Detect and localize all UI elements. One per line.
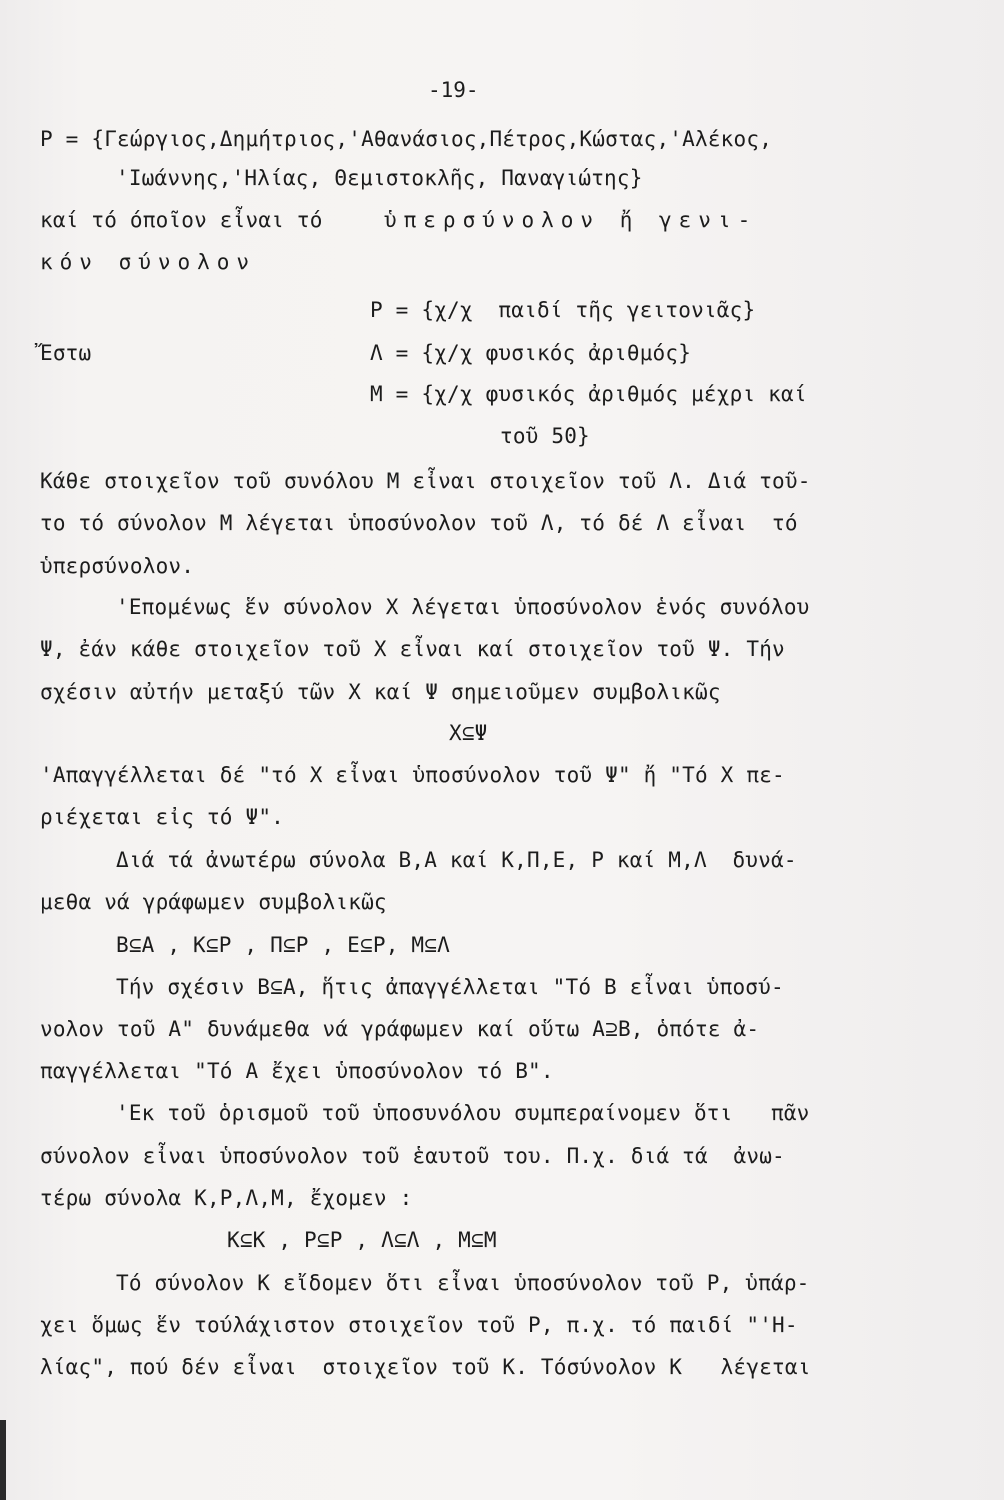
text-line: 'Ιωάννης,'Ηλίας, Θεμιστοκλῆς, Παναγιώτης} bbox=[116, 166, 643, 190]
set-definition-line: Μ = {χ/χ φυσικός ἀριθμός μέχρι καί bbox=[370, 382, 807, 406]
text-line: Κάθε στοιχεῖον τοῦ συνόλου Μ εἶναι στοιχεῖον τοῦ Λ. Διά τοῦ- bbox=[40, 469, 811, 493]
text-line: τέρω σύνολα Κ,Ρ,Λ,Μ, ἔχομεν : bbox=[40, 1186, 413, 1210]
text-line: Ψ, ἐάν κάθε στοιχεῖον τοῦ Χ εἶναι καί στοιχεῖον τοῦ Ψ. Τήν bbox=[40, 637, 785, 661]
text-line: ὑπερσύνολον ἤ γενι- bbox=[384, 208, 758, 232]
text-line: παγγέλλεται "Τό Α ἔχει ὑποσύνολον τό Β". bbox=[40, 1059, 554, 1083]
text-line: σύνολον εἶναι ὑποσύνολον τοῦ ἑαυτοῦ του. Π.χ. διά τά ἀνω- bbox=[40, 1144, 785, 1168]
text-line: σχέσιν αὐτήν μεταξύ τῶν Χ καί Ψ σημειοῦμεν συμβολικῶς bbox=[40, 680, 721, 704]
text-line: χει ὅμως ἕν τούλάχιστον στοιχεῖον τοῦ Ρ, π.χ. τό παιδί "'Η- bbox=[40, 1313, 798, 1337]
text-line: κόν σύνολον bbox=[40, 250, 257, 274]
set-definition-line: Λ = {χ/χ φυσικός ἀριθμός} bbox=[370, 341, 692, 365]
text-line: το τό σύνολον Μ λέγεται ὑποσύνολον τοῦ Λ, τό δέ Λ εἶναι τό bbox=[40, 511, 798, 535]
text-line: 'Εκ τοῦ ὁρισμοῦ τοῦ ὑποσυνόλου συμπεραίνομεν ὅτι πᾶν bbox=[116, 1101, 810, 1125]
text-line: Τήν σχέσιν Β⊆Α, ἥτις ἀπαγγέλλεται "Τό Β εἶναι ὑποσύ- bbox=[116, 975, 784, 999]
text-line: Διά τά ἀνωτέρω σύνολα Β,Α καί Κ,Π,Ε, Ρ καί Μ,Λ δυνά- bbox=[116, 848, 797, 872]
page-number: -19- bbox=[428, 78, 479, 102]
text-line: P = {Γεώργιος,Δημήτριος,'Αθανάσιος,Πέτρος,Κώστας,'Αλέκος, bbox=[40, 127, 773, 151]
text-line: λίας", πού δέν εἶναι στοιχεῖον τοῦ Κ. Τόσύνολον Κ λέγεται bbox=[40, 1355, 811, 1379]
text-line: μεθα νά γράφωμεν συμβολικῶς bbox=[40, 890, 387, 914]
formula-line: Β⊆Α , Κ⊆Ρ , Π⊆Ρ , Ε⊆Ρ, Μ⊆Λ bbox=[116, 933, 450, 957]
set-definition-line: P = {χ/χ παιδί τῆς γειτονιᾶς} bbox=[370, 298, 756, 322]
binding-shadow bbox=[0, 1420, 6, 1500]
formula-line: Κ⊆Κ , Ρ⊆Ρ , Λ⊆Λ , Μ⊆Μ bbox=[227, 1228, 497, 1252]
text-line: ὑπερσύνολον. bbox=[40, 554, 195, 578]
formula-line: Χ⊆Ψ bbox=[449, 721, 488, 745]
set-definition-line: τοῦ 50} bbox=[500, 424, 590, 448]
text-line: 'Απαγγέλλεται δέ "τό Χ εἶναι ὑποσύνολον τοῦ Ψ" ἤ "Τό Χ πε- bbox=[40, 763, 785, 787]
text-line: νολον τοῦ Α" δυνάμεθα νά γράφωμεν καί οὕτω Α⊇Β, ὁπότε ἀ- bbox=[40, 1017, 760, 1041]
text-line: Ἔστω bbox=[40, 341, 92, 365]
text-line: 'Επομένως ἕν σύνολον Χ λέγεται ὑποσύνολον ἑνός συνόλου bbox=[116, 595, 810, 619]
text-line: ριέχεται εἰς τό Ψ". bbox=[40, 805, 285, 829]
text-line: Τό σύνολον Κ εἴδομεν ὅτι εἶναι ὑποσύνολον τοῦ Ρ, ὑπάρ- bbox=[116, 1271, 810, 1295]
text-line: καί τό όποῖον εἶναι τό bbox=[40, 208, 323, 232]
